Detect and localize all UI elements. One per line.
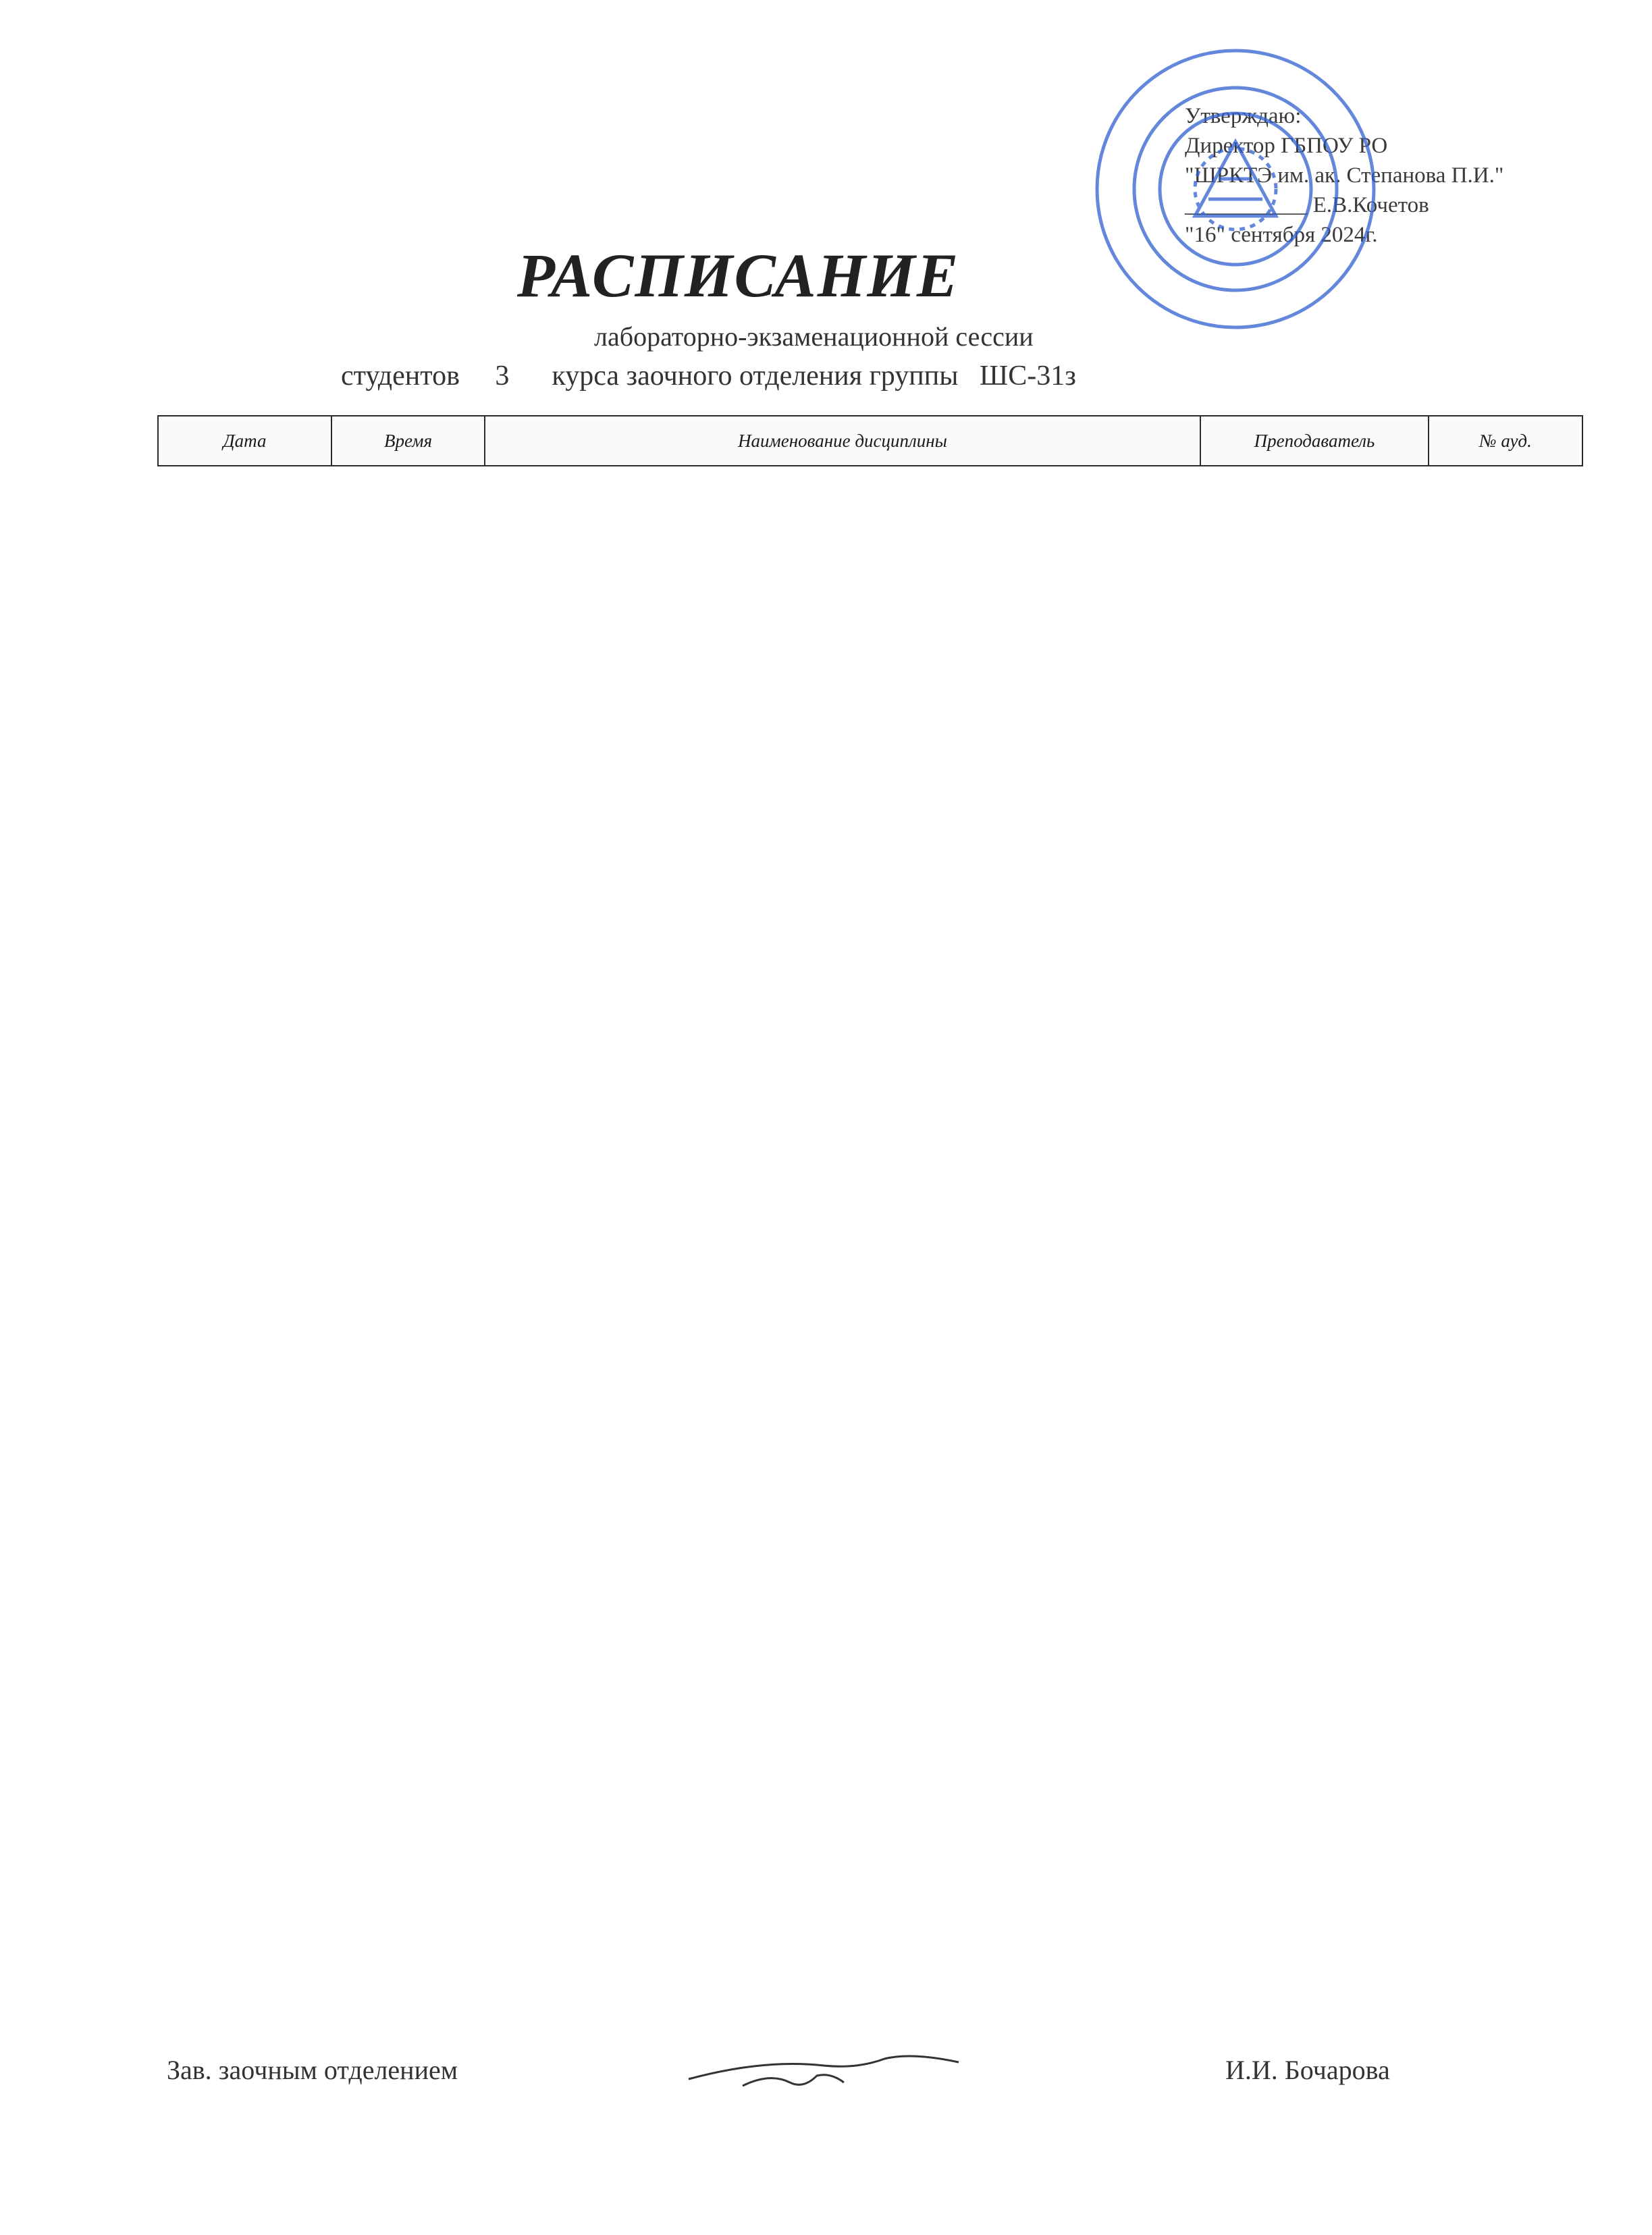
page-title: РАСПИСАНИЕ <box>516 241 960 310</box>
column-header-teacher: Преподаватель <box>1200 416 1429 466</box>
approval-line-3: "ШРКТЭ им. ак. Степанова П.И." <box>1185 163 1504 188</box>
approval-line-1: Утверждаю: <box>1185 104 1302 128</box>
subtitle-group: студентов 3 курса заочного отделения группы ШС-31з <box>341 360 1076 392</box>
subtitle-session: лабораторно-экзаменационной сессии <box>594 321 1034 352</box>
approval-line-2: Директор ГБПОУ РО <box>1185 134 1388 158</box>
approval-line-4: ___________ Е.В.Кочетов <box>1185 193 1429 217</box>
column-header-room: № ауд. <box>1429 416 1582 466</box>
footer-left: Зав. заочным отделением <box>167 2055 458 2085</box>
column-header-discipline: Наименование дисциплины <box>485 416 1200 466</box>
column-header-time: Время <box>331 416 485 466</box>
column-header-date: Дата <box>158 416 331 466</box>
footer-right: И.И. Бочарова <box>1225 2055 1390 2085</box>
approval-line-5: "16" сентября 2024г. <box>1185 223 1378 247</box>
table-header-row <box>158 416 1582 466</box>
schedule-table <box>157 415 1583 466</box>
signature-icon <box>682 2045 965 2099</box>
